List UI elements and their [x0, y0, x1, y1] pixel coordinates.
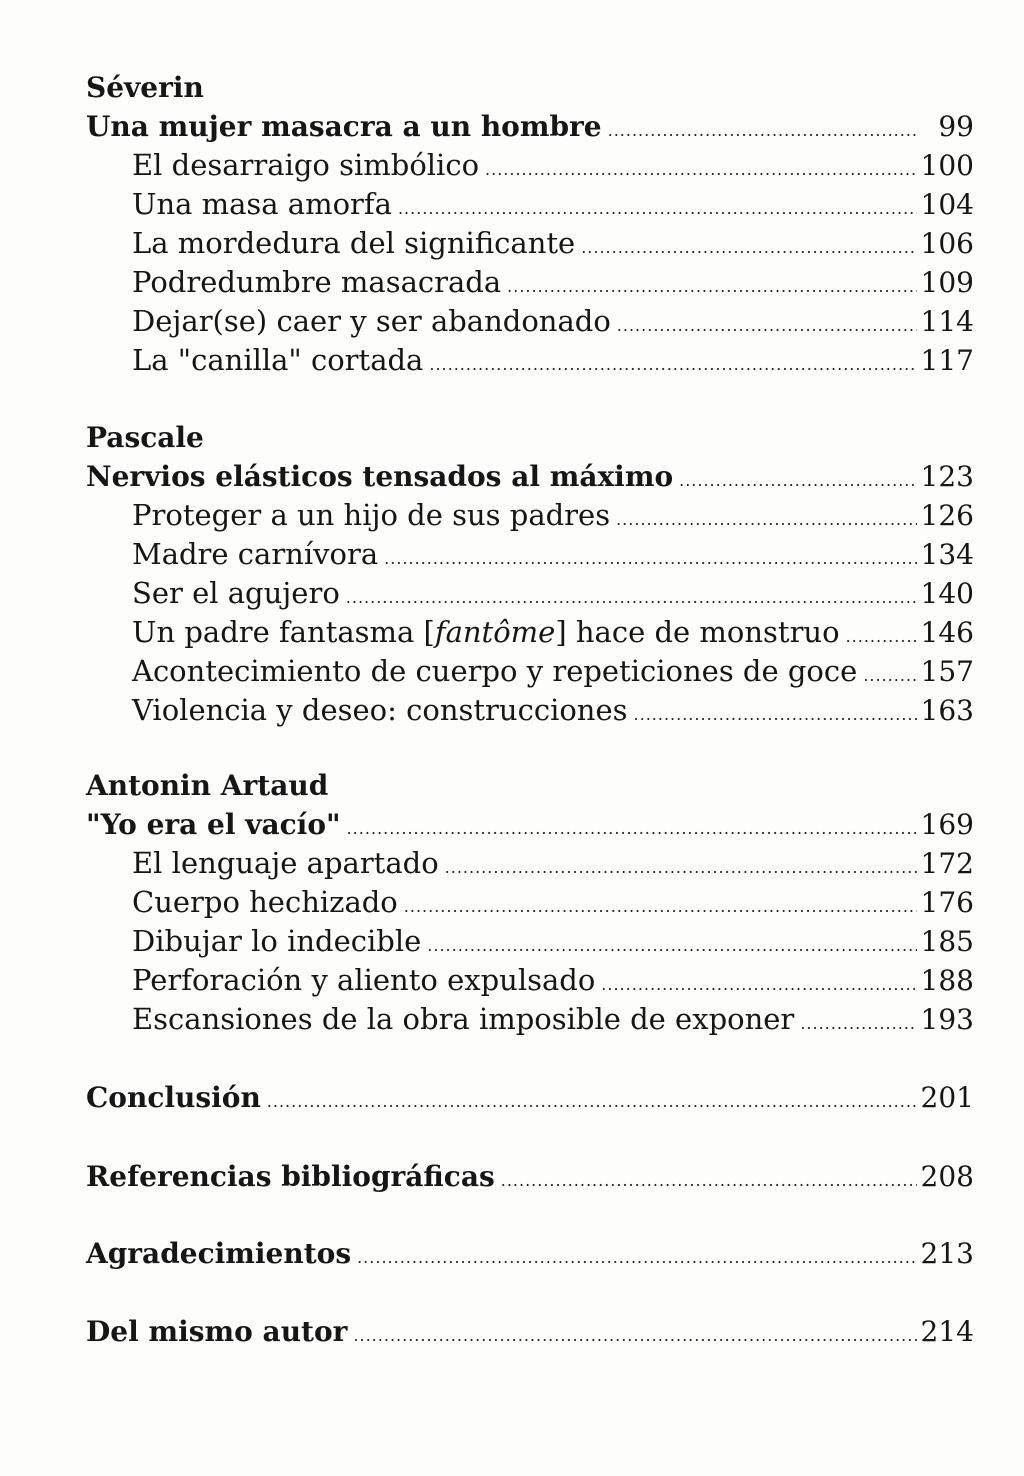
dot-leader — [347, 809, 917, 848]
entry-title: Podredumbre masacrada — [132, 265, 502, 299]
dot-leader — [679, 461, 916, 500]
dot-leader — [863, 656, 916, 695]
dot-leader — [404, 887, 917, 926]
page-number: 134 — [920, 538, 974, 571]
page-number: 208 — [920, 1160, 974, 1193]
dot-leader — [507, 267, 916, 306]
toc-entry — [86, 224, 974, 263]
page-number: 163 — [920, 694, 974, 727]
page-number: 140 — [920, 577, 974, 610]
toc-entry — [86, 691, 974, 730]
entry-title: El lenguaje apartado — [132, 846, 439, 880]
page-number: 172 — [920, 847, 974, 880]
page-number: 169 — [920, 808, 974, 841]
dot-leader — [267, 1082, 917, 1121]
dot-leader — [429, 345, 916, 384]
toc-entry — [86, 341, 974, 380]
entry-title: Referencias bibliográficas — [86, 1160, 495, 1193]
page-number: 114 — [920, 305, 974, 338]
page-number: 201 — [920, 1081, 974, 1114]
page-number: 106 — [920, 227, 974, 260]
toc-entry — [86, 844, 974, 883]
chapter-title: "Yo era el vacío" — [86, 808, 341, 841]
chapter-entry — [86, 805, 974, 844]
chapter-title: Una mujer masacra a un hombre — [86, 110, 602, 143]
dot-leader — [353, 1316, 916, 1355]
toc-entry — [86, 496, 974, 535]
entry-title: Proteger a un hijo de sus padres — [132, 498, 611, 532]
toc-backmatter-same-author — [86, 1312, 974, 1351]
section-author: Pascale — [86, 421, 204, 454]
dot-leader — [581, 228, 916, 267]
page-number: 99 — [938, 110, 974, 143]
page-number: 104 — [920, 188, 974, 221]
dot-leader — [634, 695, 917, 734]
dot-leader — [357, 1238, 916, 1277]
page-number: 109 — [920, 266, 974, 299]
toc-entry — [86, 652, 974, 691]
page-number: 100 — [920, 149, 974, 182]
toc-entry — [86, 922, 974, 961]
toc-entry — [86, 1078, 974, 1117]
dot-leader — [485, 150, 917, 189]
entry-title: Una masa amorfa — [132, 187, 392, 221]
entry-title: Acontecimiento de cuerpo y repeticiones de goce — [132, 654, 858, 688]
toc-entry — [86, 1157, 974, 1196]
entry-title: Cuerpo hechizado — [132, 885, 398, 919]
dot-leader — [846, 617, 917, 656]
page-number: 146 — [920, 616, 974, 649]
toc-entry — [86, 613, 974, 652]
dot-leader — [427, 926, 916, 965]
toc-entry — [86, 263, 974, 302]
toc-section-pascale — [86, 418, 974, 730]
toc-entry — [86, 1000, 974, 1039]
entry-title: Perforación y aliento expulsado — [132, 963, 596, 997]
entry-title: Escansiones de la obra imposible de exponer — [132, 1002, 795, 1036]
toc-section-antonin-artaud — [86, 766, 974, 1039]
toc-entry — [86, 302, 974, 341]
toc-entry — [86, 146, 974, 185]
page-number: 188 — [920, 964, 974, 997]
toc-entry — [86, 574, 974, 613]
dot-leader — [800, 1004, 916, 1043]
page-number: 213 — [920, 1237, 974, 1270]
toc-entry — [86, 185, 974, 224]
page-number: 157 — [920, 655, 974, 688]
toc-backmatter-references — [86, 1157, 974, 1196]
page-number: 193 — [920, 1003, 974, 1036]
toc-entry — [86, 961, 974, 1000]
chapter-title: Nervios elásticos tensados al máximo — [86, 460, 674, 493]
toc-entry — [86, 1234, 974, 1273]
page-number: 214 — [920, 1315, 974, 1348]
entry-title: Ser el agujero — [132, 576, 340, 610]
entry-title — [132, 613, 840, 652]
chapter-entry — [86, 107, 974, 146]
toc-entry — [86, 1312, 974, 1351]
dot-leader — [501, 1161, 917, 1200]
dot-leader — [398, 189, 917, 228]
chapter-entry — [86, 457, 974, 496]
dot-leader — [346, 578, 917, 617]
page-number: 185 — [920, 925, 974, 958]
entry-title: Dejar(se) caer y ser abandonado — [132, 304, 611, 338]
toc-entry — [86, 535, 974, 574]
dot-leader — [601, 965, 916, 1004]
toc-section-severin — [86, 68, 974, 380]
entry-title: El desarraigo simbólico — [132, 148, 480, 182]
entry-title: Madre carnívora — [132, 537, 379, 571]
entry-title-part: Un padre fantasma [ — [132, 615, 435, 649]
entry-title: Violencia y deseo: construcciones — [132, 693, 628, 727]
dot-leader — [384, 539, 916, 578]
section-author: Antonin Artaud — [86, 769, 329, 802]
section-author: Séverin — [86, 71, 204, 104]
toc-backmatter-conclusion — [86, 1078, 974, 1117]
toc-backmatter-acknowledgements — [86, 1234, 974, 1273]
entry-title: La mordedura del significante — [132, 226, 576, 260]
entry-title: Del mismo autor — [86, 1315, 348, 1348]
entry-title-italic: fantôme — [434, 615, 556, 649]
entry-title: Agradecimientos — [86, 1237, 352, 1270]
entry-title: Dibujar lo indecible — [132, 924, 422, 958]
dot-leader — [608, 111, 918, 150]
dot-leader — [617, 306, 917, 345]
entry-title-part: ] hace de monstruo — [555, 615, 840, 649]
entry-title: La "canilla" cortada — [132, 343, 424, 377]
page-number: 126 — [920, 499, 974, 532]
dot-leader — [616, 500, 916, 539]
entry-title: Conclusión — [86, 1081, 261, 1114]
page-number: 176 — [920, 886, 974, 919]
page-number: 123 — [920, 460, 974, 493]
dot-leader — [445, 848, 917, 887]
toc-entry — [86, 883, 974, 922]
page-number: 117 — [920, 344, 974, 377]
